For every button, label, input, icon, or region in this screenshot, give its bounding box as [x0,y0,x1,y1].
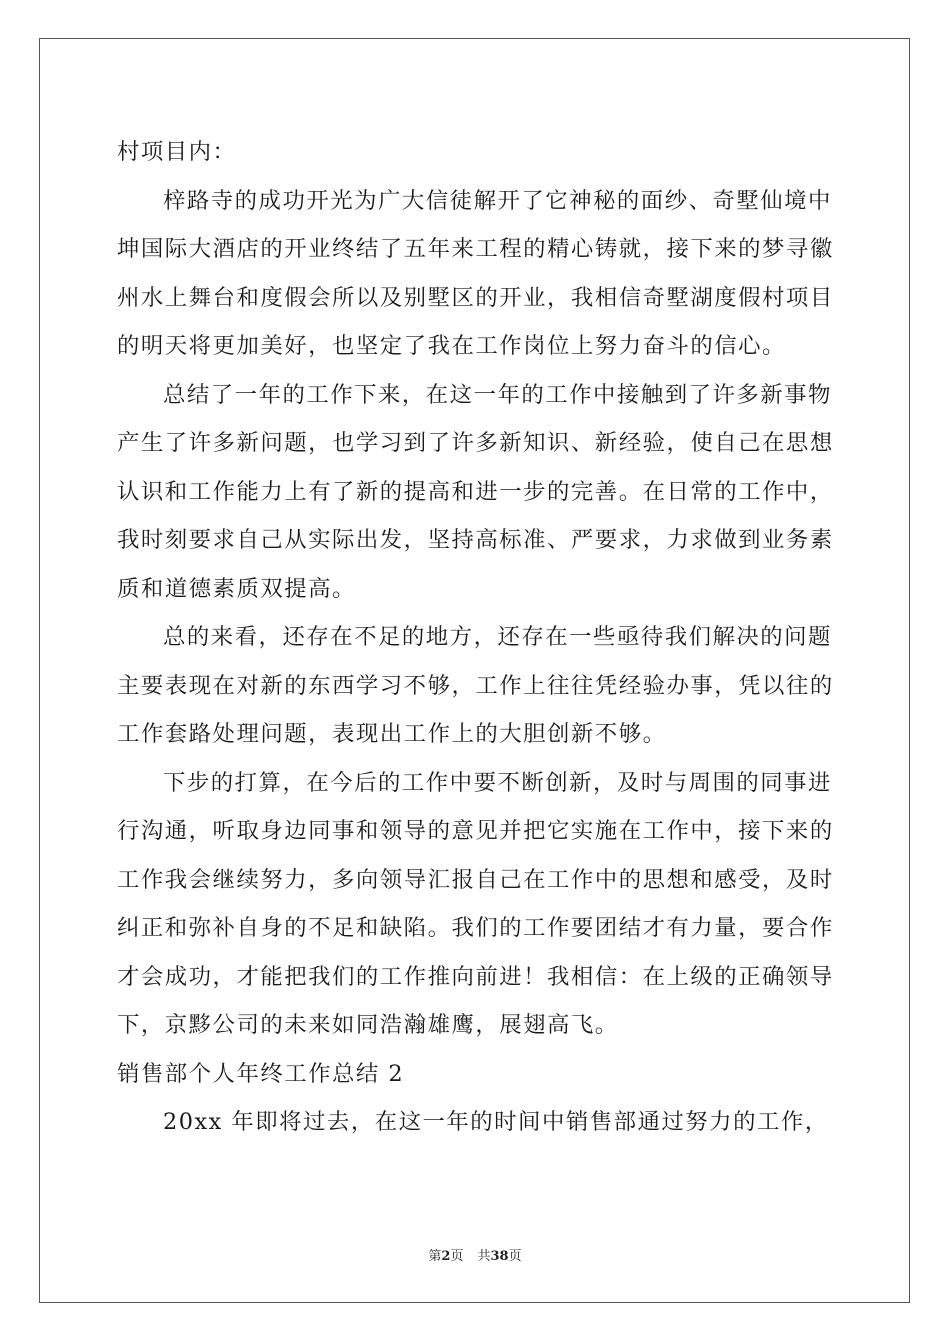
total-prefix: 共 [477,1249,491,1264]
paragraph-first-line: 下步的打算，在今后的工作中要不断创新，及时与周围的同事进 [163,769,832,796]
total-pages: 38 [490,1249,509,1264]
total-suffix: 页 [508,1249,522,1264]
text-line: 主要表现在对新的东西学习不够，工作上往往凭经验办事，凭以往的 [117,672,834,699]
text-line: 才会成功，才能把我们的工作推向前进！我相信：在上级的正确领导 [117,963,834,990]
paragraph-first-line: 总的来看，还存在不足的地方，还存在一些亟待我们解决的问题 [163,624,832,650]
section-heading: 销售部个人年终工作总结 2 [117,1060,405,1087]
page-footer [0,1249,950,1265]
text-line: 质和道德素质双提高。 [117,575,356,602]
page-prefix: 第 [428,1249,442,1264]
text-line: 下，京黟公司的未来如同浩瀚雄鹰，展翅高飞。 [117,1012,619,1038]
paragraph-first-line: 总结了一年的工作下来，在这一年的工作中接触到了许多新事物 [163,381,832,408]
text-line: 我时刻要求自己从实际出发，坚持高标准、严要求，力求做到业务素 [117,527,834,553]
paragraph-first-line: 梓路寺的成功开光为广大信徒解开了它神秘的面纱、奇墅仙境中 [163,187,832,214]
text-line: 的明天将更加美好，也坚定了我在工作岗位上努力奋斗的信心。 [117,333,786,359]
text-line: 州水上舞台和度假会所以及别墅区的开业，我相信奇墅湖度假村项目 [117,284,834,311]
document-body [117,128,833,1147]
text-line: 工作套路处理问题，表现出工作上的大胆创新不够。 [117,721,667,747]
text-line: 行沟通，听取身边同事和领导的意见并把它实施在工作中，接下来的 [117,818,834,844]
text-line: 坤国际大酒店的开业终结了五年来工程的精心铸就，接下来的梦寻徽 [117,236,834,262]
text-line: 工作我会继续努力，多向领导汇报自己在工作中的思想和感受，及时 [117,866,834,893]
text-line: 产生了许多新问题，也学习到了许多新知识、新经验，使自己在思想 [117,430,834,456]
text-line: 村项目内： [117,139,237,165]
page-suffix: 页 [450,1249,464,1264]
text-line: 认识和工作能力上有了新的提高和进一步的完善。在日常的工作中， [117,478,834,505]
text-line: 纠正和弥补自身的不足和缺陷。我们的工作要团结才有力量，要合作 [117,915,834,941]
paragraph-first-line: 20xx 年即将过去，在这一年的时间中销售部通过努力的工作， [163,1109,829,1135]
page-number: 2 [441,1249,451,1264]
